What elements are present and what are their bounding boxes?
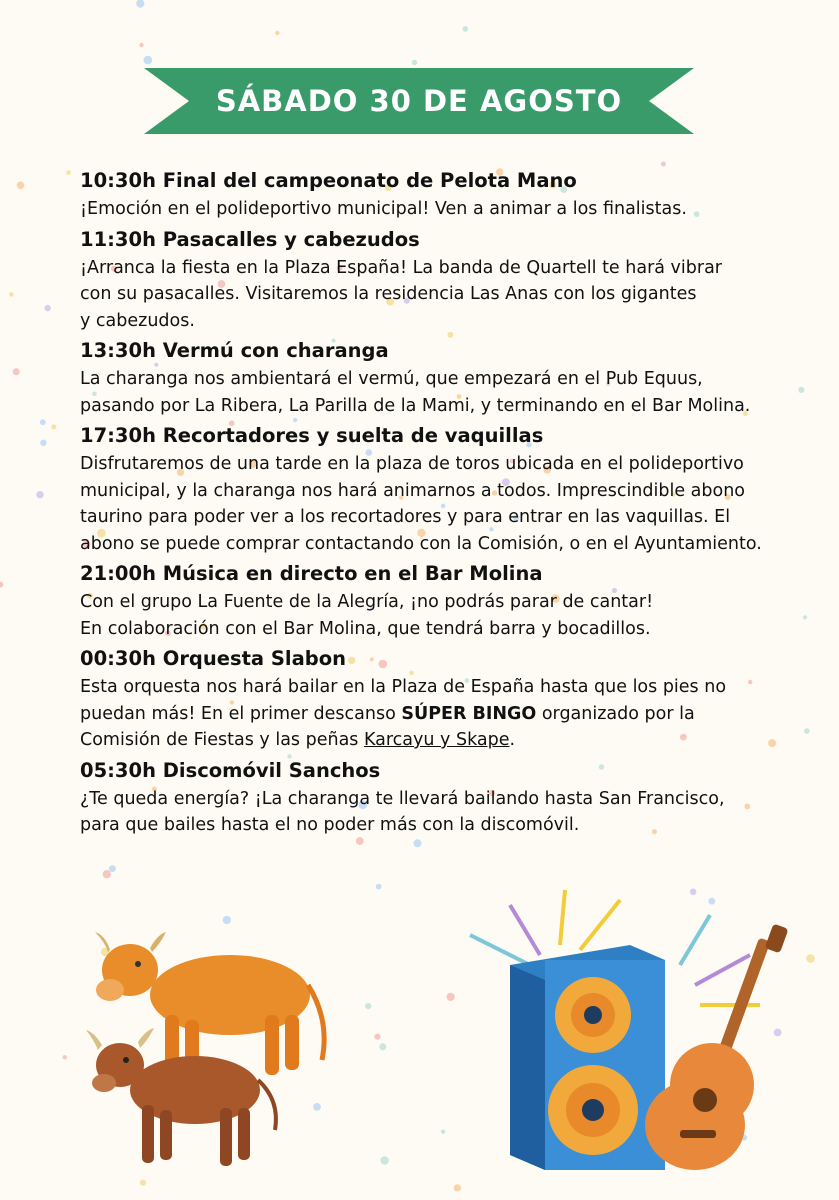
schedule-list (80, 166, 800, 841)
description-line: taurino para poder ver a los recortadores y para entrar en las vaquillas. El (80, 507, 731, 527)
description-line: municipal, y la charanga nos hará animarnos a todos. Imprescindible abono (80, 480, 745, 501)
event-item (80, 225, 800, 335)
confetti-dot (0, 582, 3, 588)
bingo-highlight: SÚPER BINGO (401, 703, 537, 724)
event-item (80, 421, 800, 557)
event-title: 11:30h Pasacalles y cabezudos (80, 227, 420, 251)
description-text: Comisión de Fiestas y las peñas (80, 730, 364, 750)
confetti-dot (62, 1055, 66, 1059)
event-description (80, 589, 800, 642)
event-title: 05:30h Discomóvil Sanchos (80, 758, 381, 782)
description-line: Con el grupo La Fuente de la Alegría, ¡no podrás parar de cantar! (80, 592, 654, 612)
event-title: 10:30h Final del campeonato de Pelota Mano (80, 169, 577, 192)
event-title: 00:30h Orquesta Slabon (80, 647, 347, 670)
speaker-icon (510, 945, 665, 1170)
event-item (80, 166, 800, 223)
confetti-dot (109, 865, 116, 872)
description-text: . (509, 730, 516, 750)
description-line: con su pasacalles. Visitaremos la residencia Las Anas con los gigantes (80, 284, 697, 304)
event-title: 21:00h Música en directo en el Bar Molina (80, 562, 543, 585)
confetti-dot (379, 1043, 386, 1050)
confetti-dot (804, 728, 810, 734)
description-text: organizado por la (536, 703, 695, 724)
description-line: ¡Emoción en el polideportivo municipal! Ven a animar a los finalistas. (80, 199, 687, 219)
confetti-dot (9, 292, 14, 297)
confetti-dot (441, 1130, 445, 1134)
event-item (80, 336, 800, 419)
event-description (80, 674, 800, 754)
music-illustration (450, 885, 800, 1175)
bulls-illustration (80, 920, 340, 1175)
confetti-dot (139, 43, 143, 47)
event-description (80, 366, 800, 419)
confetti-dot (463, 26, 469, 32)
description-line: En colaboración con el Bar Molina, que tendrá barra y bocadillos. (80, 618, 651, 639)
confetti-dot (40, 419, 46, 425)
event-item (80, 644, 800, 754)
confetti-dot (103, 870, 111, 878)
confetti-dot (376, 884, 382, 890)
event-title: 13:30h Vermú con charanga (80, 339, 389, 362)
banner-title: SÁBADO 30 DE AGOSTO (215, 84, 623, 118)
event-item (80, 559, 800, 642)
confetti-dot (140, 1180, 146, 1186)
guitar-icon (645, 924, 789, 1170)
confetti-dot (17, 182, 25, 190)
confetti-dot (374, 1034, 380, 1040)
confetti-dot (412, 60, 417, 65)
description-line: ¡Arranca la fiesta en la Plaza España! La banda de Quartell te hará vibrar (80, 257, 722, 278)
event-description (80, 196, 800, 223)
event-description (80, 451, 800, 557)
confetti-dot (51, 424, 56, 429)
confetti-dot (136, 0, 144, 8)
description-line: y cabezudos. (80, 310, 195, 331)
description-line: pasando por La Ribera, La Parilla de la Mami, y terminando en el Bar Molina. (80, 395, 751, 416)
calf-icon (86, 1028, 276, 1166)
confetti-dot (44, 305, 50, 311)
confetti-dot (13, 368, 20, 375)
confetti-dot (66, 170, 71, 175)
confetti-dot (803, 615, 807, 619)
description-line: Esta orquesta nos hará bailar en la Plaza de España hasta que los pies no (80, 677, 727, 697)
description-line: ¿Te queda energía? ¡La charanga te llevará bailando hasta San Francisco, (80, 788, 725, 809)
confetti-dot (806, 954, 815, 963)
confetti-dot (365, 1003, 371, 1009)
event-item (80, 756, 800, 839)
event-description (80, 786, 800, 839)
description-line: abono se puede comprar contactando con la Comisión, o en el Ayuntamiento. (80, 533, 762, 554)
confetti-dot (275, 31, 279, 35)
confetti-dot (144, 56, 153, 65)
confetti-dot (380, 1156, 388, 1164)
event-description (80, 255, 800, 335)
date-banner (144, 68, 694, 134)
confetti-dot (36, 491, 43, 498)
description-line: para que bailes hasta el no poder más con la discomóvil. (80, 815, 580, 835)
confetti-dot (414, 839, 422, 847)
confetti-dot (40, 440, 46, 446)
description-text: puedan más! En el primer descanso (80, 703, 402, 724)
description-line: Disfrutaremos de una tarde en la plaza de toros ubicada en el polideportivo (80, 454, 744, 474)
description-line: La charanga nos ambientará el vermú, que empezará en el Pub Equus, (80, 369, 703, 389)
penas-link[interactable]: Karcayu y Skape (363, 730, 510, 750)
event-title: 17:30h Recortadores y suelta de vaquillas (80, 424, 544, 447)
confetti-dot (454, 1184, 461, 1191)
